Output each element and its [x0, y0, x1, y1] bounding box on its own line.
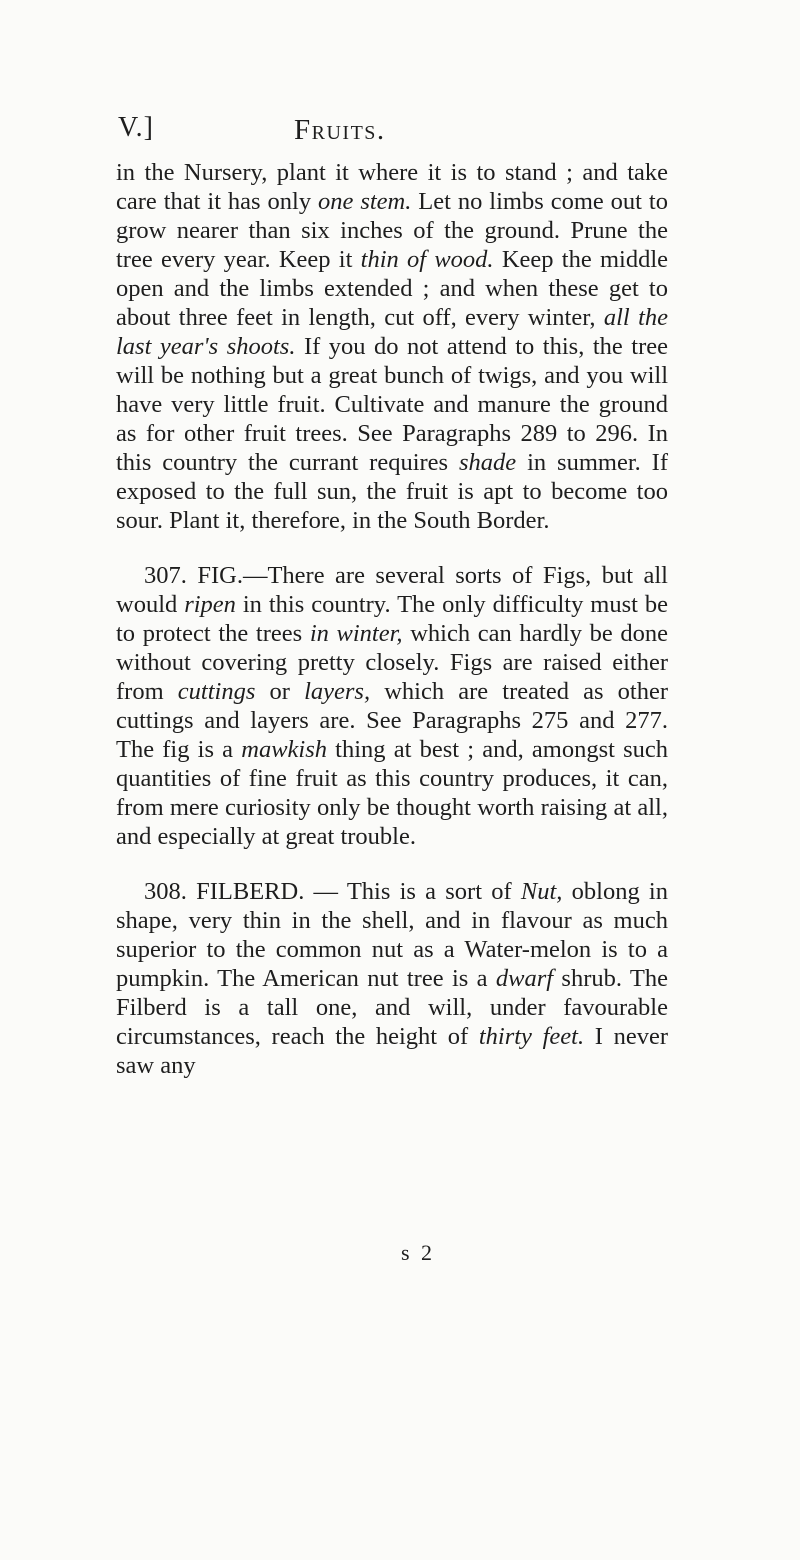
italic-text: mawkish [241, 736, 327, 763]
italic-text: layers, [304, 678, 371, 705]
text-run: in the Nursery, plant it where it is to stand ; and take care that it has only [116, 159, 668, 215]
text-run: I never saw any [116, 1023, 668, 1079]
text-run: Let no limbs come out to grow nearer than six inches of the ground. Prune the tree every year. Keep it [116, 188, 668, 273]
text-run: thing at best ; and, amongst such quantities of fine fruit as this country produces, it can, from mere curiosity only be thought worth raising at all, and especially at great trouble. [116, 736, 669, 850]
paragraph-nursery-continuation [116, 158, 668, 535]
text-run: If you do not attend to this, the tree will be nothing but a great bunch of twigs, and you will have very little fruit. Cultivate and manure the ground as for other fruit trees. See Paragraphs 289 to 296. In this country the currant requires [116, 333, 668, 476]
running-head [0, 112, 800, 152]
text-run: in summer. If exposed to the full sun, the fruit is apt to become too sour. Plant it, therefore, in the South Border. [116, 449, 668, 534]
paragraph-filberd [116, 877, 668, 1080]
italic-text: one stem. [318, 188, 412, 215]
text-run: 307. FIG.—There are several sorts of Figs, but all would [116, 562, 668, 618]
running-title: Fruits. [294, 114, 386, 146]
italic-text: all the last year's shoots. [116, 304, 669, 360]
italic-text: ripen [184, 591, 236, 618]
text-run: oblong in shape, very thin in the shell, and in flavour as much superior to the common nut as a Water-melon is to a pumpkin. The American nut tree is a [116, 878, 668, 992]
text-run: in this country. The only difficulty must be to protect the trees [116, 591, 668, 647]
text-run: which are treated as other cuttings and layers are. See Paragraphs 275 and 277. The fig is a [116, 678, 668, 763]
italic-text: cuttings [177, 678, 256, 705]
italic-text: Nut, [520, 878, 563, 905]
text-run: 308. FILBERD. — This is a sort of [144, 878, 521, 905]
chapter-number: V.] [118, 112, 154, 143]
paragraph-fig [116, 561, 668, 851]
text-run: or [255, 678, 305, 705]
body-text [116, 158, 668, 1080]
italic-text: thirty feet. [478, 1023, 585, 1050]
italic-text: in winter, [309, 620, 403, 647]
text-run: which can hardly be done without covering pretty closely. Figs are raised either from [116, 620, 668, 705]
text-run: Keep the middle open and the limbs extended ; and when these get to about three feet in length, cut off, every winter, [116, 246, 669, 331]
italic-text: thin of wood. [360, 246, 494, 273]
text-run: shrub. The Filberd is a tall one, and will, under favourable circumstances, reach the height of [116, 965, 668, 1050]
italic-text: shade [459, 449, 517, 476]
italic-text: dwarf [495, 965, 554, 992]
signature-mark: s 2 [401, 1240, 436, 1265]
